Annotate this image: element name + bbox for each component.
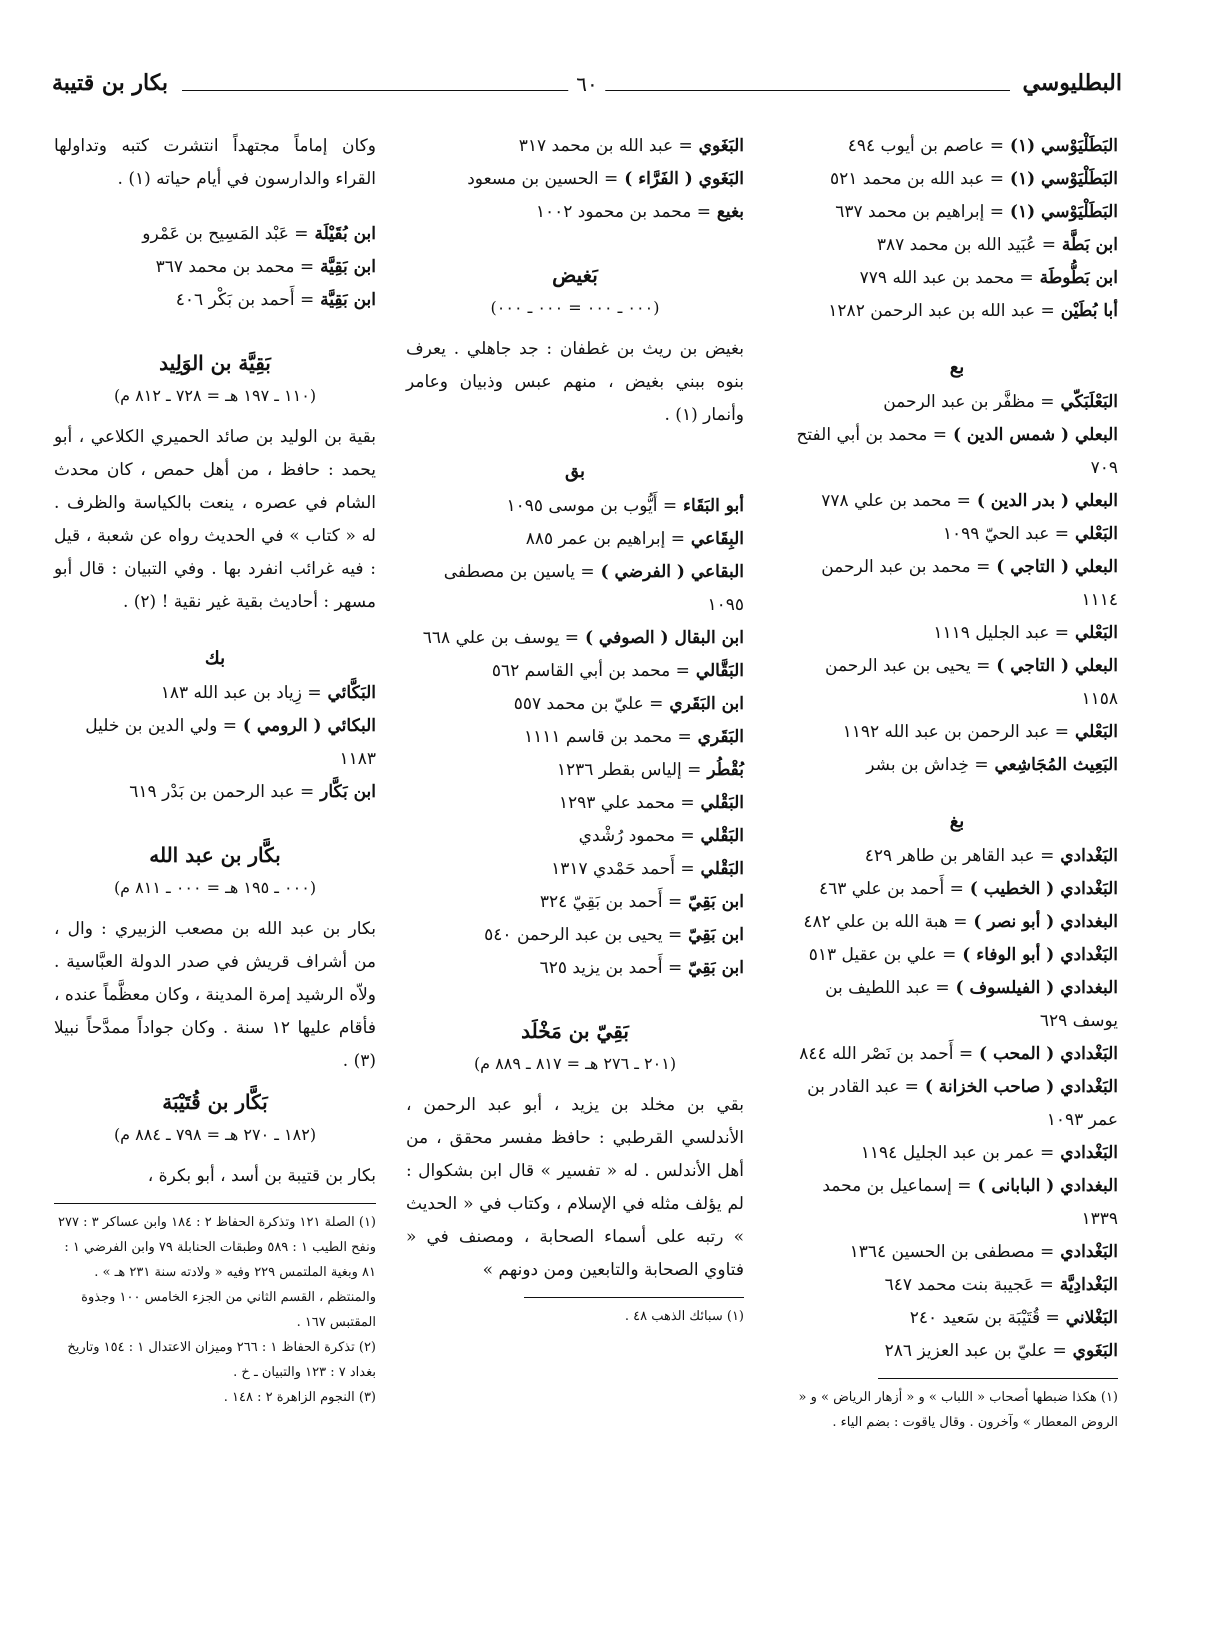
index-entry: البَغْدادي ( صاحب الخزانة ) = عبد القادر بن عمر ١٠٩٣ [807, 1077, 1118, 1130]
index-entry: ابن بَقِيّ = أَحمد بن يزيد ٦٢٥ [539, 958, 744, 978]
index-entry: ابن البقال ( الصوفي ) = يوسف بن علي ٦٦٨ [422, 628, 744, 648]
index-entry: البَغَوي = عليّ بن عبد العزيز ٢٨٦ [884, 1341, 1118, 1361]
biography-dates: (١١٠ ـ ١٩٧ هـ = ٧٢٨ ـ ٨١٢ م) [113, 386, 317, 405]
index-entry: البغدادي ( الفيلسوف ) = عبد اللطيف بن يوسف ٦٢٩ [825, 978, 1118, 1031]
index-entry: أبو البَقَاء = أَيُّوب بن موسى ١٠٩٥ [506, 496, 744, 516]
index-entry: ابن البَقَري = عليّ بن محمد ٥٥٧ [513, 694, 744, 714]
biography-heading: بَكَّار بن قُتَيْبَة [162, 1090, 268, 1114]
index-entry: البكائي ( الرومي ) = ولي الدين بن خليل ١١٨٣ [85, 716, 376, 769]
footnote: (٣) النجوم الزاهرة ٢ : ١٤٨ . [223, 1390, 376, 1405]
index-entry: البَعْلي = عبد الرحمن بن عبد الله ١١٩٢ [842, 722, 1118, 742]
index-entry: ابن بَطُّوطَة = محمد بن عبد الله ٧٧٩ [859, 268, 1118, 288]
page-number: ٦٠ [568, 72, 605, 96]
index-entry: البَطَلْيَوْسي (١) = عاصم بن أيوب ٤٩٤ [847, 136, 1118, 156]
index-entry: البَطَلْيَوْسي (١) = إبراهيم بن محمد ٦٣٧ [835, 202, 1118, 222]
entry-list [796, 130, 1118, 328]
index-entry: ابن بَقِيّ = يحيى بن عبد الرحمن ٥٤٠ [484, 925, 744, 945]
section-letter-heading: بغ [949, 811, 965, 832]
footnote-divider [878, 1378, 1118, 1379]
column-middle [406, 130, 744, 1329]
footnote-divider [524, 1297, 744, 1298]
biography-dates: (٠٠٠ ـ ١٩٥ هـ = ٠٠٠ ـ ٨١١ م) [113, 878, 317, 897]
header-rule-right [600, 90, 1010, 91]
index-entry: أبا بُطَيْن = عبد الله بن عبد الرحمن ١٢٨٢ [828, 301, 1118, 321]
biography-dates: (٠٠٠ ـ ٠٠٠ = ٠٠٠ ـ ٠٠٠) [490, 298, 660, 317]
index-entry: البَقْلي = محمد علي ١٢٩٣ [558, 793, 744, 813]
biography-text: بقية بن الوليد بن صائد الحميري الكلاعي ، أبو يحمد : حافظ ، من أهل حمص ، كان محدث الشام في عصره ، ينعت بالكياسة والظرف . له « كتاب » في الحديث رواه عن شعبة ، قيل : فيه غرائب انفرد بها . وفي التبيان : قال أبو مسهر : أحاديث بقية غير نقية ! (٢) . [54, 427, 376, 612]
index-entry: البَغْدادي = مصطفى بن الحسين ١٣٦٤ [849, 1242, 1118, 1262]
biography-text: بغيض بن ريث بن غطفان : جد جاهلي . يعرف بنوه ببني بغيض ، منهم عبس وذبيان وعامر وأنمار (١) . [406, 339, 744, 425]
index-entry: البَغْدادِيَّة = عَجيبة بنت محمد ٦٤٧ [884, 1275, 1118, 1295]
biography-heading: بكَّار بن عبد الله [149, 843, 281, 867]
index-entry: بُقْطُر = إلياس بقطر ١٢٣٦ [556, 760, 744, 780]
index-entry: البَغَوي = عبد الله بن محمد ٣١٧ [518, 136, 744, 156]
index-entry: البعلي ( شمس الدين ) = محمد بن أبي الفتح ٧٠٩ [796, 425, 1118, 478]
footnote-list [54, 1210, 376, 1410]
index-entry: البَطَلْيَوْسي (١) = عبد الله بن محمد ٥٢١ [829, 169, 1118, 189]
biography-text: بكار بن قتيبة بن أسد ، أبو بكرة ، [147, 1166, 376, 1186]
index-entry: البَغْدادي ( الخطيب ) = أَحمد بن علي ٤٦٣ [818, 879, 1118, 899]
header-right-word: البطليوسي [1022, 70, 1122, 96]
footnote: (١) هكذا ضبطها أصحاب « اللباب » و « أزهار الرياض » و « الروض المعطار » وآخرون . وقال ياقوت : بضم الياء . [798, 1390, 1118, 1430]
entry-list [406, 490, 744, 985]
index-entry: ابن بَقِيَّة = محمد بن محمد ٣٦٧ [155, 257, 376, 277]
index-entry: بغيع = محمد بن محمود ١٠٠٢ [535, 202, 744, 222]
dictionary-page [52, 70, 1122, 1590]
index-entry: البعلي ( التاجي ) = محمد بن عبد الرحمن ١١١٤ [821, 557, 1118, 610]
biography-text: بكار بن عبد الله بن مصعب الزبيري : وال ، من أشراف قريش في صدر الدولة العبَّاسية . ولاّه الرشيد إمرة المدينة ، وكان معظَّماً عنده ، فأقام عليها ١٢ سنة . وكان جواداً ممدَّحاً نبيلا (٣) . [54, 919, 376, 1071]
index-entry: البقاعي ( الفرضي ) = ياسين بن مصطفى ١٠٩٥ [443, 562, 744, 615]
footnote-divider [54, 1203, 376, 1204]
index-entry: البَغْدادي = عبد القاهر بن طاهر ٤٢٩ [864, 846, 1118, 866]
footnote: (٢) تذكرة الحفاظ ١ : ٢٦٦ وميزان الاعتدال ١ : ١٥٤ وتاريخ بغداد ٧ : ١٢٣ والتبيان ـ خ . [67, 1340, 376, 1380]
index-entry: البعلي ( التاجي ) = يحيى بن عبد الرحمن ١١٥٨ [825, 656, 1118, 709]
biography-heading: بَقِيّ بن مَخْلَد [521, 1019, 629, 1043]
index-entry: البَغْدادي ( أبو الوفاء ) = علي بن عقيل ٥١٣ [808, 945, 1118, 965]
section-letter-heading: بق [564, 461, 586, 482]
section-letter-heading: بك [204, 648, 226, 669]
index-entry: البِقَاعي = إبراهيم بن عمر ٨٨٥ [525, 529, 744, 549]
index-entry: البَغْدادي = عمر بن عبد الجليل ١١٩٤ [860, 1143, 1118, 1163]
index-entry: البَعِيث المُجَاشِعي = خِداش بن بشر [866, 755, 1118, 775]
biography-text-continued: وكان إماماً مجتهداً انتشرت كتبه وتداولها القراء والدارسون في أيام حياته (١) . [54, 136, 376, 189]
index-entry: ابن بَقِيَّة = أَحمد بن بَكْر ٤٠٦ [175, 290, 376, 310]
column-left [54, 130, 376, 1410]
index-entry: ابن بَكَّار = عبد الرحمن بن بَدْر ٦١٩ [129, 782, 376, 802]
entry-list [796, 840, 1118, 1368]
index-entry: البَغْدادي ( المحب ) = أَحمد بن نَصْر الله ٨٤٤ [799, 1044, 1118, 1064]
entry-list [406, 130, 744, 229]
index-entry: البغدادي ( البابانى ) = إسماعيل بن محمد ١٣٣٩ [822, 1176, 1118, 1229]
footnote: (١) سبائك الذهب ٤٨ . [624, 1309, 744, 1324]
header-rule-left [182, 90, 592, 91]
entry-list [796, 386, 1118, 782]
entry-list [54, 218, 376, 317]
index-entry: البَغْلاني = قُتَيْبَة بن سَعيد ٢٤٠ [909, 1308, 1118, 1328]
index-entry: البَعْلي = عبد الحيّ ١٠٩٩ [942, 524, 1118, 544]
biography-dates: (١٨٢ ـ ٢٧٠ هـ = ٧٩٨ ـ ٨٨٤ م) [113, 1125, 317, 1144]
index-entry: البَقْلي = محمود رُشْدي [578, 826, 744, 846]
index-entry: البَقَّالي = محمد بن أبي القاسم ٥٦٢ [491, 661, 744, 681]
index-entry: البَكَّائي = زِياد بن عبد الله ١٨٣ [160, 683, 376, 703]
header-left-word: بكار بن قتيبة [52, 70, 169, 96]
footnote: (١) الصلة ١٢١ وتذكرة الحفاظ ٢ : ١٨٤ وابن عساكر ٣ : ٢٧٧ ونفح الطيب ١ : ٥٨٩ وطبقات الحنابلة ٧٩ وابن الفرضي ١ : ٨١ وبغية الملتمس ٢٢٩ وفيه « ولادته سنة ٢٣١ هـ » . والمنتظم ، القسم الثاني من الجزء الخامس ١٠٠ وجذوة المقتبس ١٦٧ . [58, 1215, 376, 1330]
index-entry: البَقْلي = أَحمد حَمْدي ١٣١٧ [551, 859, 744, 879]
entry-list [54, 677, 376, 809]
running-header [52, 70, 1122, 106]
index-entry: البَعْلي = عبد الجليل ١١١٩ [933, 623, 1118, 643]
biography-text: بقي بن مخلد بن يزيد ، أبو عبد الرحمن ، الأندلسي القرطبي : حافظ مفسر محقق ، من أهل الأندلس . له « تفسير » قال ابن بشكوال : لم يؤلف مثله في الإسلام ، وكتاب في « الحديث » رتبه على أسماء الصحابة ، ومصنف في « فتاوي الصحابة والتابعين ومن دونهم » [406, 1095, 744, 1280]
index-entry: ابن بَقِيّ = أَحمد بن بَقِيّ ٣٢٤ [539, 892, 744, 912]
index-entry: البَقَري = محمد بن قاسم ١١١١ [523, 727, 744, 747]
section-letter-heading: بع [949, 357, 965, 378]
biography-dates: (٢٠١ ـ ٢٧٦ هـ = ٨١٧ ـ ٨٨٩ م) [473, 1054, 677, 1073]
index-entry: البعلي ( بدر الدين ) = محمد بن علي ٧٧٨ [821, 491, 1118, 511]
column-right [796, 130, 1118, 1435]
index-entry: البغدادي ( أبو نصر ) = هبة الله بن علي ٤٨٢ [803, 912, 1118, 932]
biography-heading: بَغيض [552, 263, 598, 287]
index-entry: ابن بُقَيْلَة = عَبْد المَسِيح بن عَمْرو [142, 224, 376, 244]
index-entry: ابن بَطَّة = عُبَيد الله بن محمد ٣٨٧ [876, 235, 1118, 255]
biography-heading: بَقِيَّة بن الوَلِيد [159, 351, 271, 375]
index-entry: البَعْلَبَكّي = مظفَّر بن عبد الرحمن [883, 392, 1118, 412]
index-entry: البَغَوي ( الفَرَّاء ) = الحسين بن مسعود [467, 169, 744, 189]
